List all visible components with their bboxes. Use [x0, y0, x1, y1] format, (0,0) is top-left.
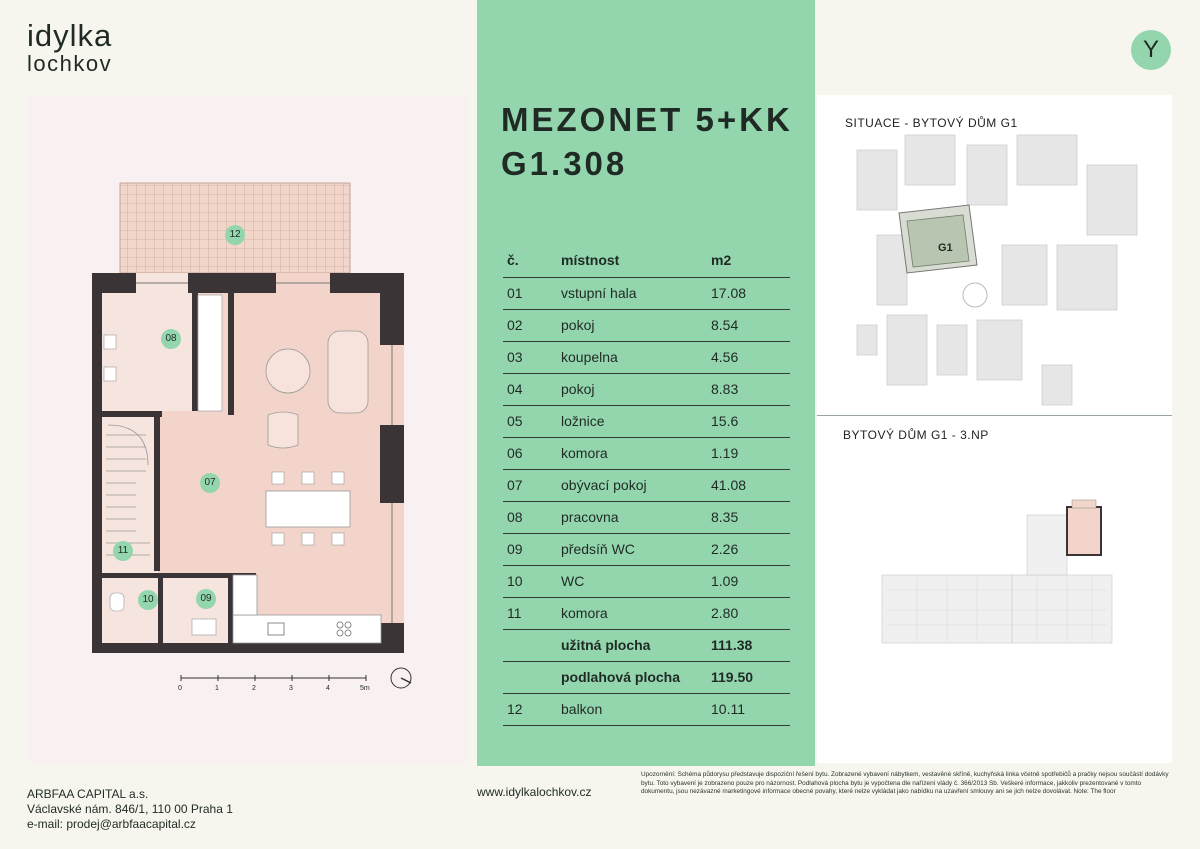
- table-row: [503, 309, 790, 341]
- room-label-12: 12: [225, 224, 245, 245]
- company-info: [27, 787, 233, 832]
- site-plan-label: SITUACE - BYTOVÝ DŮM G1: [845, 116, 1018, 130]
- floor-plan-panel: [28, 95, 468, 763]
- row-num: 04: [503, 373, 557, 405]
- row-room: ložnice: [557, 405, 707, 437]
- table-row: [503, 437, 790, 469]
- unit-title-line2: G1.308: [501, 145, 628, 182]
- row-area: 2.26: [707, 533, 790, 565]
- row-room: vstupní hala: [557, 277, 707, 309]
- row-room: pokoj: [557, 309, 707, 341]
- row-room: pokoj: [557, 373, 707, 405]
- room-label-10: 10: [138, 589, 158, 610]
- row-area: 119.50: [707, 661, 790, 693]
- row-area: 10.11: [707, 693, 790, 725]
- floor-plan-label: BYTOVÝ DŮM G1 - 3.NP: [843, 428, 989, 442]
- header-area: m2: [707, 243, 790, 277]
- room-label-07: 07: [200, 472, 220, 493]
- row-room: obývací pokoj: [557, 469, 707, 501]
- website-link[interactable]: www.idylkalochkov.cz: [477, 785, 592, 799]
- row-room: užitná plocha: [557, 629, 707, 661]
- row-num: 08: [503, 501, 557, 533]
- scale-label-2: 2: [252, 685, 256, 692]
- total-row-floor: [503, 661, 790, 693]
- room-label-09: 09: [196, 588, 216, 609]
- row-area: 1.19: [707, 437, 790, 469]
- header-room: místnost: [557, 243, 707, 277]
- scale-label-4: 4: [326, 685, 330, 692]
- row-num: 05: [503, 405, 557, 437]
- row-num: 11: [503, 597, 557, 629]
- row-area: 8.83: [707, 373, 790, 405]
- row-area: 17.08: [707, 277, 790, 309]
- row-area: 1.09: [707, 565, 790, 597]
- row-num: 12: [503, 693, 557, 725]
- rooms-table: [503, 243, 790, 726]
- panel-divider: [817, 415, 1172, 416]
- row-area: 8.54: [707, 309, 790, 341]
- disclaimer-text: Upozornění: Schéma půdorysu představuje dispoziční řešení bytu. Zobrazené vybavení nábytkem, vestavěné skříně, kuchyňská linka včetně spotřebičů a pračky nejsou součástí dodávky bytu. Toto vybavení je zobrazeno pouze pro názornost. Podlahová plocha bytu je vypočtena dle nařízení vlády č. 366/2013 Sb. Veškeré informace, jakkoliv prezentované v tomto dokumentu, jsou nezávazné marketingové informace obecné povahy, které nelze vykládat jako nabídku na uzavření smlouvy ani se jich nelze dovolávat. Note: The floor: [641, 771, 1169, 796]
- company-email[interactable]: e-mail: prodej@arbfaacapital.cz: [27, 817, 196, 831]
- row-num: 10: [503, 565, 557, 597]
- row-area: 41.08: [707, 469, 790, 501]
- table-row: [503, 597, 790, 629]
- brand-logo: [27, 20, 112, 76]
- brand-line2: lochkov: [27, 51, 113, 76]
- row-area: 8.35: [707, 501, 790, 533]
- table-header-row: [503, 243, 790, 277]
- row-room: komora: [557, 437, 707, 469]
- table-row: [503, 533, 790, 565]
- row-num: 02: [503, 309, 557, 341]
- table-row: [503, 277, 790, 309]
- row-num: 01: [503, 277, 557, 309]
- floor-plan-drawing: [28, 95, 468, 763]
- table-row: [503, 501, 790, 533]
- row-room: balkon: [557, 693, 707, 725]
- room-label-11: 11: [113, 540, 133, 561]
- company-name: ARBFAA CAPITAL a.s.: [27, 787, 149, 801]
- scale-label-5m: 5m: [360, 685, 370, 692]
- brand-badge: Y: [1131, 30, 1171, 70]
- total-row-usable: [503, 629, 790, 661]
- unit-highlight: [1067, 507, 1101, 555]
- row-room: podlahová plocha: [557, 661, 707, 693]
- unit-info-panel: [477, 0, 815, 766]
- room-label-08: 08: [161, 328, 181, 349]
- brand-line1: idylka: [27, 18, 113, 53]
- row-room: koupelna: [557, 341, 707, 373]
- scale-label-3: 3: [289, 685, 293, 692]
- table-row: [503, 341, 790, 373]
- row-num: [503, 661, 557, 693]
- table-row: [503, 469, 790, 501]
- table-row: [503, 565, 790, 597]
- row-num: 09: [503, 533, 557, 565]
- row-area: 15.6: [707, 405, 790, 437]
- table-row: [503, 373, 790, 405]
- row-room: pracovna: [557, 501, 707, 533]
- header-num: č.: [503, 243, 557, 277]
- company-address: Václavské nám. 846/1, 110 00 Praha 1: [27, 802, 233, 816]
- row-area: 2.80: [707, 597, 790, 629]
- row-room: předsíň WC: [557, 533, 707, 565]
- table-row: [503, 405, 790, 437]
- row-num: 07: [503, 469, 557, 501]
- row-num: 06: [503, 437, 557, 469]
- row-room: WC: [557, 565, 707, 597]
- unit-title: [501, 98, 793, 186]
- row-area: 111.38: [707, 629, 790, 661]
- scale-label-0: 0: [178, 685, 182, 692]
- row-num: [503, 629, 557, 661]
- table-row-balcony: [503, 693, 790, 725]
- scale-label-1: 1: [215, 685, 219, 692]
- row-room: komora: [557, 597, 707, 629]
- unit-title-line1: MEZONET 5+KK: [501, 101, 793, 138]
- row-area: 4.56: [707, 341, 790, 373]
- row-num: 03: [503, 341, 557, 373]
- site-building-label: G1: [938, 242, 953, 254]
